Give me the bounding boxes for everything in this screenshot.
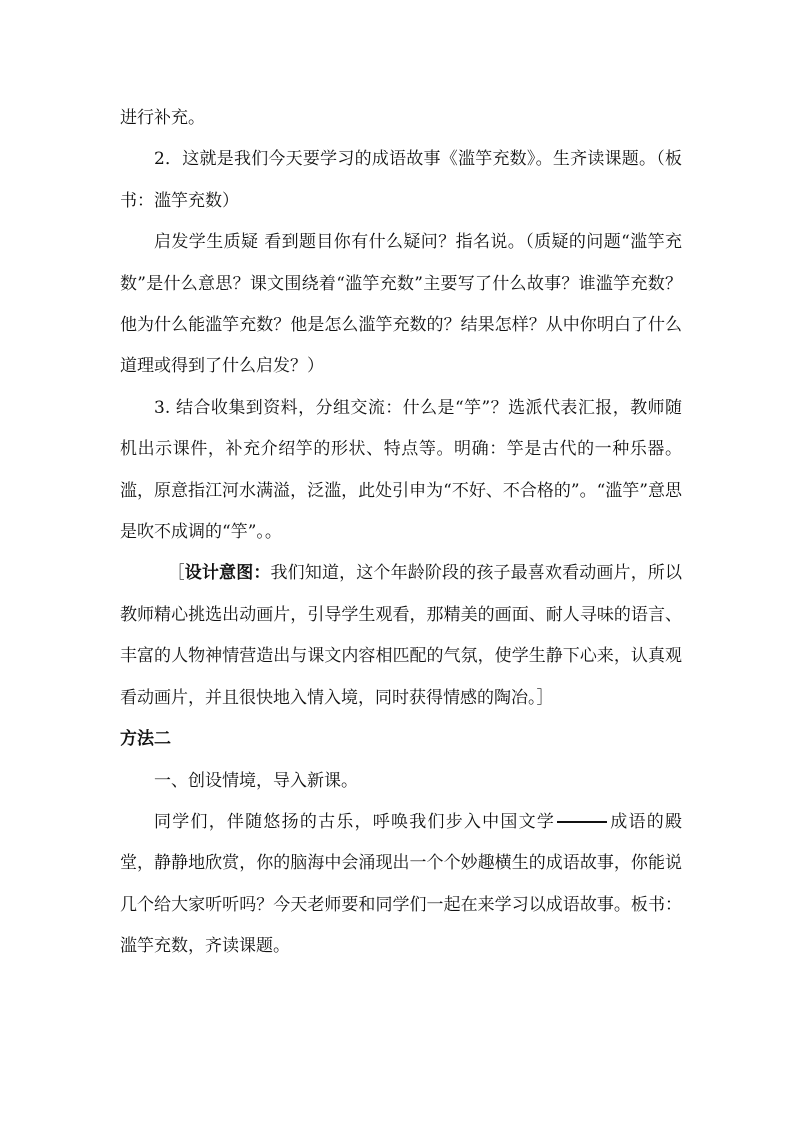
long-dash bbox=[557, 821, 607, 823]
paragraph-questioning: 启发学生质疑 看到题目你有什么疑问？指名说。（质疑的问题“滥竽充数”是什么意思？课文围绕着“滥竽充数”主要写了什么故事？谁滥竽充数？他为什么能滥竽充数？他是怎么滥竽充数的？结果怎样？从中你明白了什么道理或得到了什么启发？） bbox=[120, 232, 682, 377]
paragraph-design-intent bbox=[120, 553, 682, 719]
document-page bbox=[120, 98, 682, 968]
design-intent-open-bracket: ［ bbox=[167, 563, 185, 584]
intro-text-part2: 成语的殿堂，静静地欣赏，你的脑海中会涌现出一个个妙趣横生的成语故事，你能说几个给大家听听吗？今天老师要和同学们一起在来学习以成语故事。板书：滥竽充数，齐读课题。 bbox=[120, 811, 683, 957]
paragraph-step-2: 2．这就是我们今天要学习的成语故事《滥竽充数》。生齐读课题。（板书：滥竽充数） bbox=[120, 149, 682, 211]
design-intent-label: 设计意图： bbox=[184, 563, 271, 584]
section-heading: 方法二 bbox=[120, 729, 171, 750]
paragraph-intro bbox=[120, 802, 682, 968]
design-intent-body: 我们知道，这个年龄阶段的孩子最喜欢看动画片，所以教师精心挑选出动画片，引导学生观看，那精美的画面、耐人寻味的语言、丰富的人物神情营造出与课文内容相匹配的气氛，使学生静下心来，认真观看动画片，并且很快地入情入境，同时获得情感的陶冶。］ bbox=[120, 563, 683, 708]
paragraph-step-3: 3. 结合收集到资料，分组交流：什么是“竽”？选派代表汇报，教师随机出示课件，补充介绍竽的形状、特点等。明确：竽是古代的一种乐器。滥，原意指江河水满溢，泛滥，此处引申为“不好、不合格的”。“滥竽”意思是吹不成调的“竽”。。 bbox=[120, 397, 682, 543]
intro-text-part1: 同学们，伴随悠扬的古乐，呼唤我们步入中国文学 bbox=[154, 811, 556, 832]
paragraph-step-1-title: 一、创设情境，导入新课。 bbox=[154, 770, 358, 791]
paragraph-continuation: 进行补充。 bbox=[120, 108, 205, 128]
